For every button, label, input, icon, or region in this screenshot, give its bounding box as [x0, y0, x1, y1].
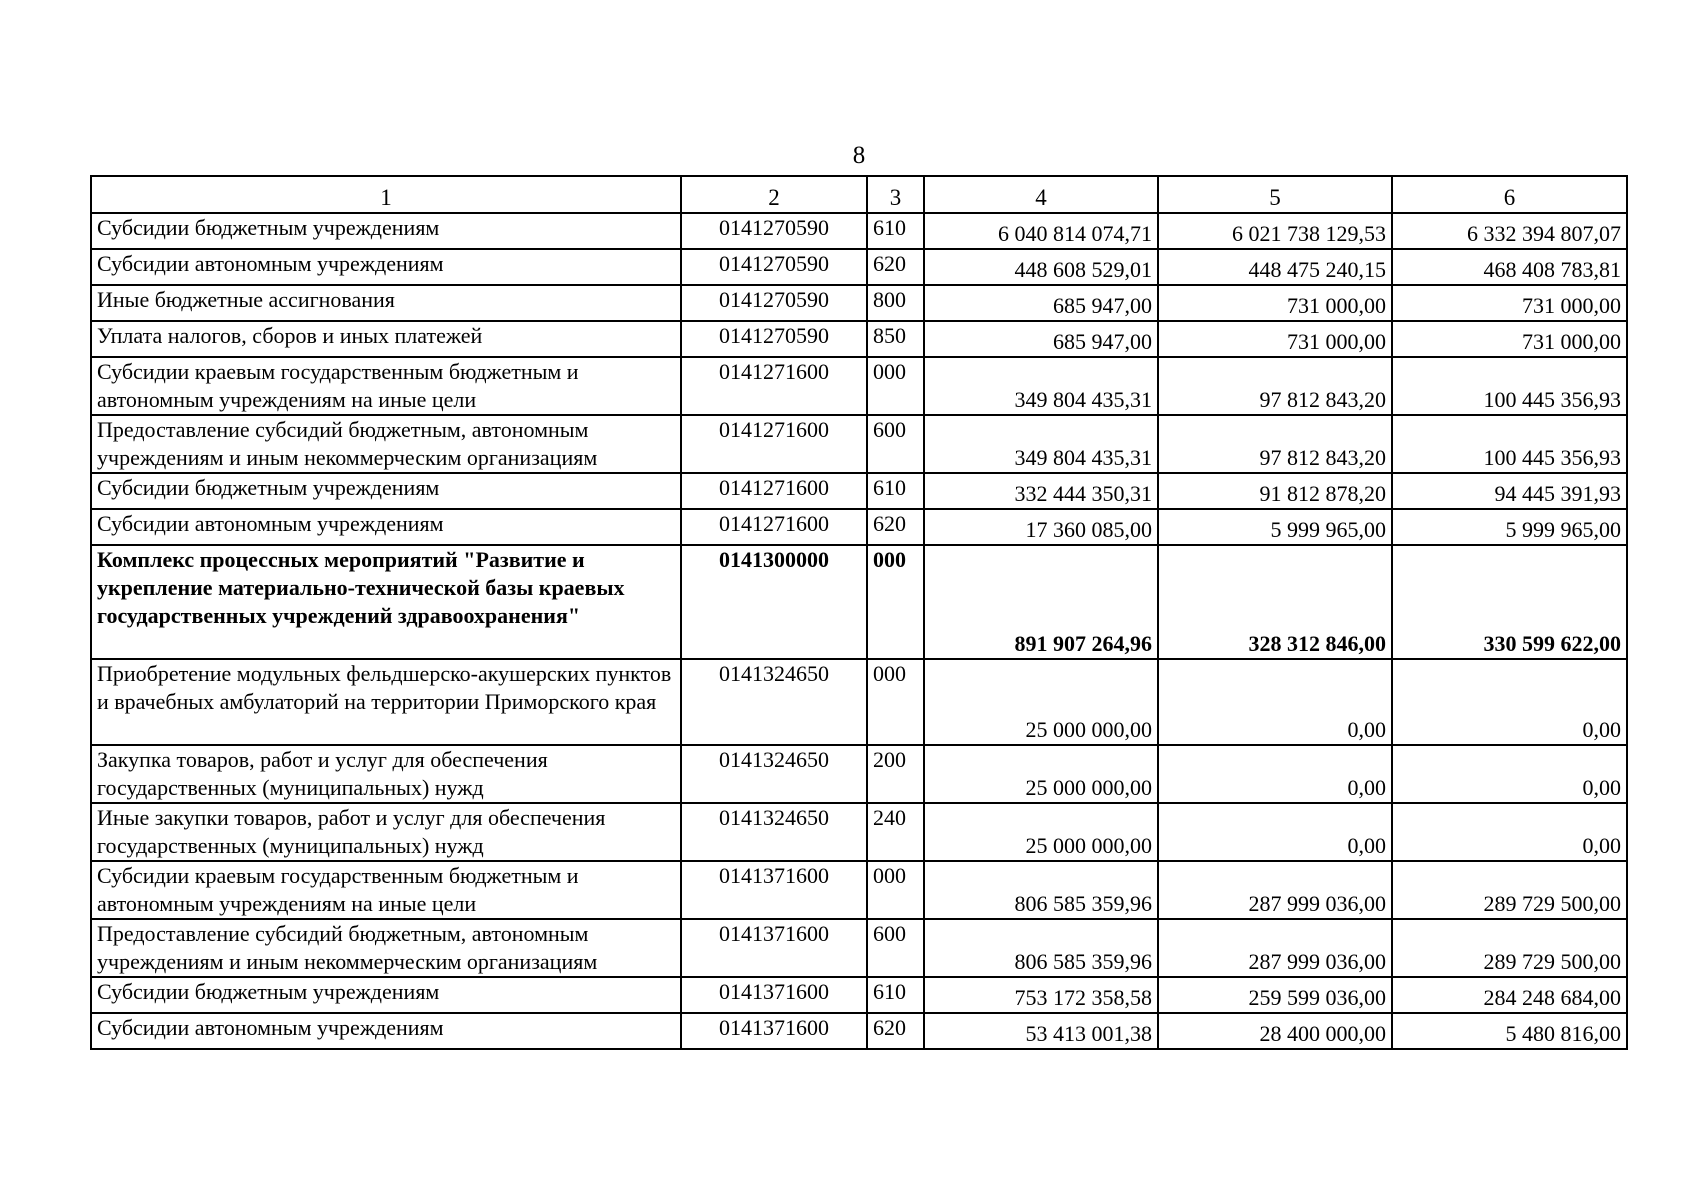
- row-name: Иные бюджетные ассигнования: [91, 285, 681, 321]
- row-value-4: 806 585 359,96: [924, 861, 1158, 919]
- table-row: [91, 509, 1627, 545]
- row-value-5: 328 312 846,00: [1158, 545, 1392, 659]
- row-name: Субсидии бюджетным учреждениям: [91, 473, 681, 509]
- row-value-5: 0,00: [1158, 745, 1392, 803]
- row-code: 0141371600: [681, 861, 867, 919]
- row-value-4: 685 947,00: [924, 321, 1158, 357]
- table-row: [91, 321, 1627, 357]
- row-value-6: 100 445 356,93: [1392, 415, 1627, 473]
- table-row: [91, 803, 1627, 861]
- row-value-4: 332 444 350,31: [924, 473, 1158, 509]
- row-name: Субсидии автономным учреждениям: [91, 249, 681, 285]
- row-expense-type: 610: [867, 977, 924, 1013]
- row-name: Субсидии бюджетным учреждениям: [91, 213, 681, 249]
- row-value-6: 289 729 500,00: [1392, 919, 1627, 977]
- table-row: [91, 745, 1627, 803]
- row-expense-type: 600: [867, 919, 924, 977]
- column-header-3: 3: [867, 176, 924, 213]
- table-row: [91, 473, 1627, 509]
- row-name: Приобретение модульных фельдшерско-акушерских пунктов и врачебных амбулаторий на территории Приморского края: [91, 659, 681, 745]
- row-expense-type: 610: [867, 213, 924, 249]
- header-row: [91, 176, 1627, 213]
- row-value-4: 806 585 359,96: [924, 919, 1158, 977]
- row-code: 0141371600: [681, 1013, 867, 1049]
- row-value-5: 287 999 036,00: [1158, 861, 1392, 919]
- row-expense-type: 000: [867, 357, 924, 415]
- row-name: Закупка товаров, работ и услуг для обеспечения государственных (муниципальных) нужд: [91, 745, 681, 803]
- row-expense-type: 600: [867, 415, 924, 473]
- row-value-6: 5 999 965,00: [1392, 509, 1627, 545]
- row-value-6: 289 729 500,00: [1392, 861, 1627, 919]
- row-name: Предоставление субсидий бюджетным, автономным учреждениям и иным некоммерческим организациям: [91, 919, 681, 977]
- row-value-5: 6 021 738 129,53: [1158, 213, 1392, 249]
- row-code: 0141271600: [681, 473, 867, 509]
- row-value-5: 5 999 965,00: [1158, 509, 1392, 545]
- row-expense-type: 000: [867, 861, 924, 919]
- row-value-5: 97 812 843,20: [1158, 415, 1392, 473]
- row-code: 0141300000: [681, 545, 867, 659]
- table-row: [91, 249, 1627, 285]
- row-code: 0141324650: [681, 659, 867, 745]
- row-value-6: 0,00: [1392, 745, 1627, 803]
- row-value-5: 731 000,00: [1158, 321, 1392, 357]
- row-value-4: 891 907 264,96: [924, 545, 1158, 659]
- row-name: Субсидии краевым государственным бюджетным и автономным учреждениям на иные цели: [91, 357, 681, 415]
- row-value-5: 97 812 843,20: [1158, 357, 1392, 415]
- row-value-5: 448 475 240,15: [1158, 249, 1392, 285]
- row-name: Уплата налогов, сборов и иных платежей: [91, 321, 681, 357]
- row-value-6: 731 000,00: [1392, 321, 1627, 357]
- budget-table: [90, 175, 1628, 1050]
- column-header-4: 4: [924, 176, 1158, 213]
- row-value-5: 91 812 878,20: [1158, 473, 1392, 509]
- row-expense-type: 620: [867, 509, 924, 545]
- row-code: 0141270590: [681, 249, 867, 285]
- row-expense-type: 240: [867, 803, 924, 861]
- row-expense-type: 620: [867, 249, 924, 285]
- row-expense-type: 610: [867, 473, 924, 509]
- row-value-4: 753 172 358,58: [924, 977, 1158, 1013]
- row-value-4: 25 000 000,00: [924, 659, 1158, 745]
- row-value-6: 94 445 391,93: [1392, 473, 1627, 509]
- row-value-4: 349 804 435,31: [924, 415, 1158, 473]
- table-row: [91, 977, 1627, 1013]
- table-row: [91, 659, 1627, 745]
- row-value-4: 17 360 085,00: [924, 509, 1158, 545]
- row-name: Субсидии бюджетным учреждениям: [91, 977, 681, 1013]
- row-name: Иные закупки товаров, работ и услуг для обеспечения государственных (муниципальных) нужд: [91, 803, 681, 861]
- row-value-6: 468 408 783,81: [1392, 249, 1627, 285]
- column-header-2: 2: [681, 176, 867, 213]
- row-code: 0141270590: [681, 213, 867, 249]
- row-name: Предоставление субсидий бюджетным, автономным учреждениям и иным некоммерческим организациям: [91, 415, 681, 473]
- column-header-5: 5: [1158, 176, 1392, 213]
- column-header-6: 6: [1392, 176, 1627, 213]
- row-code: 0141324650: [681, 803, 867, 861]
- table-row: [91, 415, 1627, 473]
- row-expense-type: 620: [867, 1013, 924, 1049]
- row-name: Субсидии автономным учреждениям: [91, 1013, 681, 1049]
- table-row-section-total: [91, 545, 1627, 659]
- row-value-5: 287 999 036,00: [1158, 919, 1392, 977]
- row-value-5: 0,00: [1158, 659, 1392, 745]
- row-expense-type: 850: [867, 321, 924, 357]
- row-value-4: 25 000 000,00: [924, 745, 1158, 803]
- row-value-6: 0,00: [1392, 803, 1627, 861]
- row-expense-type: 000: [867, 659, 924, 745]
- row-code: 0141271600: [681, 415, 867, 473]
- row-value-5: 259 599 036,00: [1158, 977, 1392, 1013]
- row-value-6: 731 000,00: [1392, 285, 1627, 321]
- row-code: 0141371600: [681, 919, 867, 977]
- row-value-4: 25 000 000,00: [924, 803, 1158, 861]
- row-value-6: 284 248 684,00: [1392, 977, 1627, 1013]
- row-value-5: 0,00: [1158, 803, 1392, 861]
- row-value-4: 53 413 001,38: [924, 1013, 1158, 1049]
- row-value-6: 100 445 356,93: [1392, 357, 1627, 415]
- row-name: Комплекс процессных мероприятий "Развитие и укрепление материально-технической базы краевых государственных учреждений здравоохранения": [91, 545, 681, 659]
- row-expense-type: 000: [867, 545, 924, 659]
- row-value-5: 28 400 000,00: [1158, 1013, 1392, 1049]
- row-value-6: 330 599 622,00: [1392, 545, 1627, 659]
- row-value-6: 6 332 394 807,07: [1392, 213, 1627, 249]
- row-value-4: 448 608 529,01: [924, 249, 1158, 285]
- table-row: [91, 919, 1627, 977]
- row-value-4: 6 040 814 074,71: [924, 213, 1158, 249]
- row-expense-type: 200: [867, 745, 924, 803]
- table-row: [91, 1013, 1627, 1049]
- table-row: [91, 861, 1627, 919]
- row-code: 0141371600: [681, 977, 867, 1013]
- table-row: [91, 213, 1627, 249]
- row-code: 0141270590: [681, 321, 867, 357]
- row-value-6: 5 480 816,00: [1392, 1013, 1627, 1049]
- row-value-4: 685 947,00: [924, 285, 1158, 321]
- table-row: [91, 357, 1627, 415]
- row-value-4: 349 804 435,31: [924, 357, 1158, 415]
- column-header-1: 1: [91, 176, 681, 213]
- row-name: Субсидии краевым государственным бюджетным и автономным учреждениям на иные цели: [91, 861, 681, 919]
- row-code: 0141271600: [681, 509, 867, 545]
- row-name: Субсидии автономным учреждениям: [91, 509, 681, 545]
- row-expense-type: 800: [867, 285, 924, 321]
- row-code: 0141271600: [681, 357, 867, 415]
- row-code: 0141324650: [681, 745, 867, 803]
- row-value-6: 0,00: [1392, 659, 1627, 745]
- row-code: 0141270590: [681, 285, 867, 321]
- table-row: [91, 285, 1627, 321]
- page-number: 8: [852, 142, 866, 169]
- row-value-5: 731 000,00: [1158, 285, 1392, 321]
